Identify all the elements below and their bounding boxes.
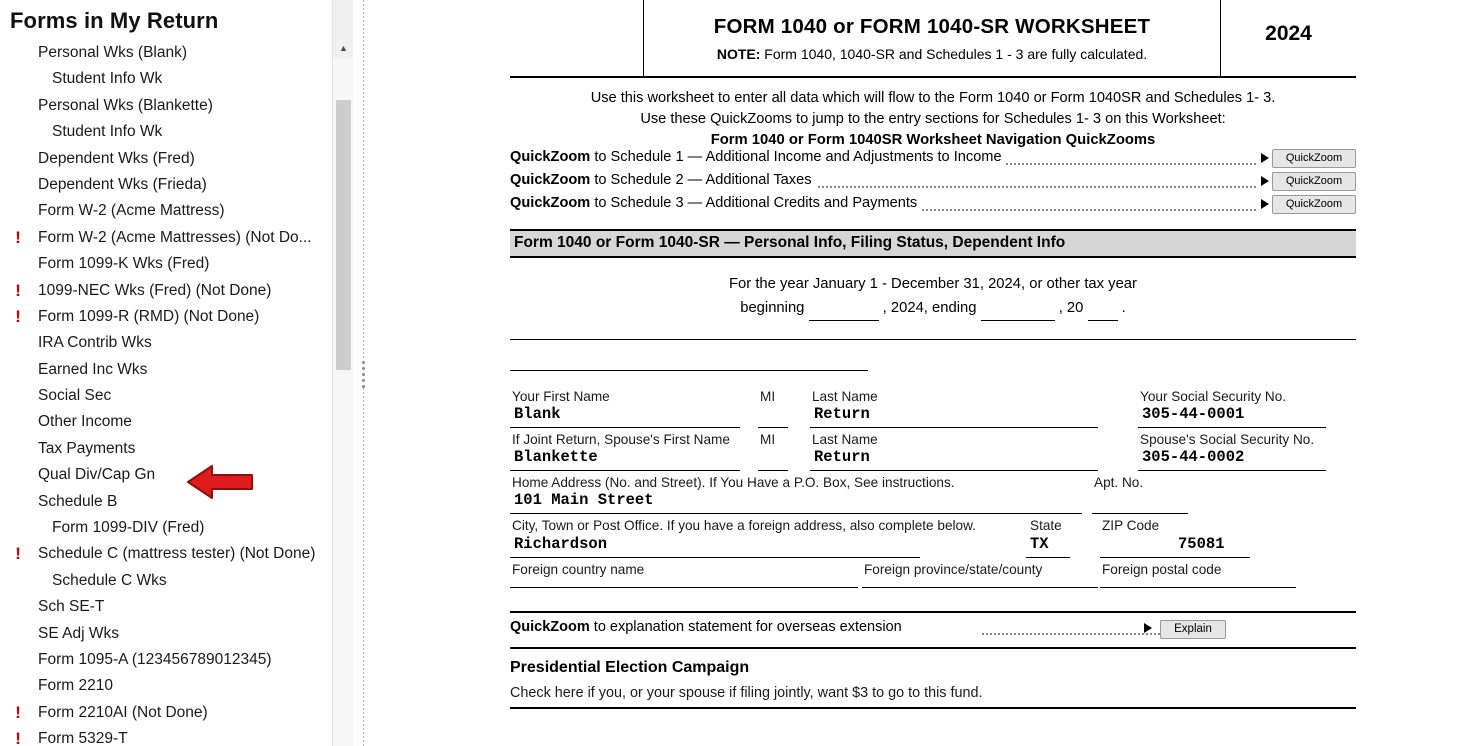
list-item-label: Student Info Wk — [52, 70, 163, 88]
list-item-label: Earned Inc Wks — [38, 360, 148, 378]
scrollbar-track[interactable] — [333, 58, 354, 746]
forms-list[interactable] — [0, 40, 332, 746]
list-item[interactable] — [0, 541, 332, 567]
list-item-label: Form 1099-DIV (Fred) — [52, 519, 205, 537]
tax-year-line — [510, 258, 1356, 321]
taxpayer-info-grid — [510, 389, 1356, 601]
list-item-label: 1099-NEC Wks (Fred) (Not Done) — [38, 281, 272, 299]
zip-underline — [1100, 557, 1250, 558]
mi-label: MI — [760, 389, 776, 404]
list-item[interactable] — [0, 66, 332, 92]
red-left-arrow-icon — [186, 462, 254, 502]
home-address-value[interactable]: 101 Main Street — [514, 491, 654, 509]
beginning-date-input[interactable] — [809, 296, 879, 321]
apt-no-label: Apt. No. — [1094, 475, 1144, 490]
period-label: . — [1121, 300, 1126, 316]
alert-icon: ! — [15, 306, 21, 326]
city-underline — [510, 557, 920, 558]
foreign-province-underline[interactable] — [862, 587, 1098, 588]
list-item-label: Other Income — [38, 413, 132, 431]
list-item[interactable] — [0, 40, 332, 66]
list-item-label: Dependent Wks (Fred) — [38, 149, 195, 167]
list-item[interactable] — [0, 251, 332, 277]
spouse-mi-label: MI — [760, 432, 776, 447]
list-item-label: Form W-2 (Acme Mattresses) (Not Do... — [38, 228, 312, 246]
state-value[interactable]: TX — [1030, 535, 1049, 553]
form-year: 2024 — [1265, 22, 1312, 45]
quickzoom-label — [510, 195, 921, 211]
list-item-label: Form 1099-K Wks (Fred) — [38, 255, 210, 273]
apt-no-underline[interactable] — [1092, 513, 1188, 514]
list-item[interactable] — [0, 594, 332, 620]
list-item[interactable] — [0, 119, 332, 145]
list-item[interactable] — [0, 726, 332, 746]
quickzoom-text: to Schedule 2 — Additional Taxes — [590, 172, 812, 188]
first-name-value[interactable]: Blank — [514, 405, 561, 423]
tax-year-line-1: For the year January 1 - December 31, 2024, or other tax year — [729, 276, 1137, 292]
quickzoom-button[interactable]: QuickZoom — [1272, 195, 1356, 214]
home-address-underline — [510, 513, 1082, 514]
foreign-province-label: Foreign province/state/county — [864, 562, 1043, 577]
first-name-underline — [510, 427, 740, 428]
intro-line-1: Use this worksheet to enter all data which will flow to the Form 1040 or Form 1040SR and Schedules 1- 3. — [590, 90, 1276, 106]
spouse-mi-underline — [758, 470, 788, 471]
quickzoom-rows — [510, 149, 1356, 217]
foreign-country-label: Foreign country name — [512, 562, 645, 577]
list-item-label: Qual Div/Cap Gn — [38, 466, 156, 484]
panel-splitter[interactable] — [353, 0, 498, 746]
list-item-label: Personal Wks (Blankette) — [38, 96, 213, 114]
explain-button[interactable]: Explain — [1160, 620, 1226, 639]
quickzoom-row — [510, 149, 1356, 171]
presidential-election-subtext: Check here if you, or your spouse if filing jointly, want $3 to go to this fund. — [510, 685, 983, 701]
divider-line-top — [510, 339, 1356, 340]
overseas-arrow-icon — [1144, 623, 1152, 633]
beginning-label: beginning — [740, 300, 805, 316]
list-item-label: Sch SE-T — [38, 598, 105, 616]
list-item[interactable] — [0, 304, 332, 330]
list-item[interactable] — [0, 146, 332, 172]
list-item-label: Tax Payments — [38, 439, 136, 457]
form-header — [510, 0, 1356, 78]
forms-in-my-return-panel — [0, 0, 332, 746]
divider-bottom — [510, 707, 1356, 709]
list-item-label: Schedule B — [38, 492, 118, 510]
spouse-ssn-label: Spouse's Social Security No. — [1140, 432, 1315, 447]
spouse-first-name-value[interactable]: Blankette — [514, 448, 598, 466]
list-item[interactable] — [0, 330, 332, 356]
overseas-extension-row — [510, 611, 1356, 635]
list-item[interactable] — [0, 409, 332, 435]
list-item-label: Personal Wks (Blank) — [38, 44, 188, 61]
quickzoom-label — [510, 149, 1006, 165]
ssn-value[interactable]: 305-44-0001 — [1142, 405, 1245, 423]
quickzoom-arrow-icon — [1261, 153, 1269, 163]
list-item[interactable] — [0, 647, 332, 673]
year-20-label: , 20 — [1058, 300, 1084, 316]
list-item[interactable] — [0, 357, 332, 383]
list-item-label: Schedule C Wks — [52, 571, 167, 589]
list-item[interactable] — [0, 568, 332, 594]
quickzoom-text: to Schedule 1 — Additional Income and Adjustments to Income — [590, 149, 1002, 165]
quickzoom-row — [510, 172, 1356, 194]
list-item-label: Form 1095-A (123456789012345) — [38, 650, 272, 668]
list-item[interactable] — [0, 673, 332, 699]
list-item[interactable] — [0, 225, 332, 251]
page-title: Forms in My Return — [10, 8, 219, 33]
quickzoom-text: to Schedule 3 — Additional Credits and Payments — [590, 195, 918, 211]
list-item[interactable] — [0, 172, 332, 198]
ssn-label: Your Social Security No. — [1140, 389, 1287, 404]
splitter-grip[interactable] — [359, 358, 368, 388]
zip-value[interactable]: 75081 — [1178, 535, 1225, 553]
section-header-personal-info: Form 1040 or Form 1040-SR — Personal Info, Filing Status, Dependent Info — [510, 229, 1356, 258]
foreign-postal-label: Foreign postal code — [1102, 562, 1222, 577]
intro-line-2: Use these QuickZooms to jump to the entry sections for Schedules 1- 3 on this Worksheet: — [640, 111, 1226, 127]
quickzoom-row — [510, 195, 1356, 217]
last-name-value[interactable]: Return — [814, 405, 870, 423]
list-item-label: Dependent Wks (Frieda) — [38, 175, 207, 193]
chevron-up-icon[interactable]: ▲ — [333, 38, 354, 58]
alert-icon: ! — [15, 702, 21, 722]
overseas-quickzoom-label — [510, 619, 902, 635]
spouse-first-name-label: If Joint Return, Spouse's First Name — [512, 432, 730, 447]
spouse-ssn-underline — [1138, 470, 1326, 471]
list-item-label: Social Sec — [38, 387, 112, 405]
forms-list-scrollbar[interactable] — [332, 0, 353, 746]
header-title-cell — [644, 0, 1221, 76]
scrollbar-thumb[interactable] — [336, 100, 351, 370]
alert-icon: ! — [15, 227, 21, 247]
navigation-title: Form 1040 or Form 1040SR Worksheet Navigation QuickZooms — [710, 132, 1156, 148]
list-item-label: Form 5329-T — [38, 730, 128, 746]
header-left-cell — [510, 0, 644, 76]
list-item[interactable] — [0, 462, 332, 488]
list-item[interactable] — [0, 621, 332, 647]
city-value[interactable]: Richardson — [514, 535, 608, 553]
quickzoom-bold: QuickZoom — [510, 172, 591, 188]
ending-date-input[interactable] — [981, 296, 1055, 321]
presidential-election-heading: Presidential Election Campaign — [510, 659, 750, 676]
alert-icon: ! — [15, 280, 21, 300]
list-item[interactable] — [0, 489, 332, 515]
list-item[interactable] — [0, 515, 332, 541]
state-underline — [1026, 557, 1070, 558]
quickzoom-arrow-icon — [1261, 199, 1269, 209]
list-item-label: Student Info Wk — [52, 123, 163, 141]
list-item[interactable] — [0, 198, 332, 224]
form-title: FORM 1040 or FORM 1040-SR WORKSHEET — [713, 15, 1151, 38]
city-label: City, Town or Post Office. If you have a foreign address, also complete below. — [512, 518, 976, 533]
form-note-text: Form 1040, 1040-SR and Schedules 1 - 3 are fully calculated. — [760, 46, 1148, 62]
form-note-label: NOTE: — [716, 46, 761, 62]
state-label: State — [1030, 518, 1062, 533]
foreign-country-underline[interactable] — [510, 587, 858, 588]
list-item-label: Schedule C (mattress tester) (Not Done) — [38, 545, 316, 563]
last-name-label: Last Name — [812, 389, 878, 404]
list-item-label: SE Adj Wks — [38, 624, 119, 642]
list-item-label: Form 2210 — [38, 677, 113, 695]
ending-year-input[interactable] — [1088, 296, 1118, 321]
alert-icon: ! — [15, 729, 21, 746]
divider-line-short — [510, 370, 868, 371]
overseas-quickzoom-bold: QuickZoom — [510, 619, 590, 635]
list-item[interactable] — [0, 278, 332, 304]
quickzoom-bold: QuickZoom — [510, 195, 591, 211]
list-item[interactable] — [0, 383, 332, 409]
list-item[interactable] — [0, 93, 332, 119]
form-note — [644, 46, 1220, 62]
list-item-label: Form 2210AI (Not Done) — [38, 703, 208, 721]
spouse-ssn-value[interactable]: 305-44-0002 — [1142, 448, 1245, 466]
overseas-leader-dots — [982, 633, 1160, 635]
zip-label: ZIP Code — [1102, 518, 1160, 533]
quickzoom-arrow-icon — [1261, 176, 1269, 186]
quickzoom-button[interactable]: QuickZoom — [1272, 172, 1356, 191]
form-1040-worksheet — [498, 0, 1484, 746]
alert-icon: ! — [15, 544, 21, 564]
spouse-last-name-label: Last Name — [812, 432, 878, 447]
list-item[interactable] — [0, 700, 332, 726]
ending-label: , 2024, ending — [882, 300, 977, 316]
quickzoom-button[interactable]: QuickZoom — [1272, 149, 1356, 168]
list-item-label: Form W-2 (Acme Mattress) — [38, 202, 225, 220]
home-address-label: Home Address (No. and Street). If You Have a P.O. Box, See instructions. — [512, 475, 955, 490]
foreign-postal-underline[interactable] — [1100, 587, 1296, 588]
intro-text — [510, 78, 1356, 130]
list-item[interactable] — [0, 436, 332, 462]
last-name-underline — [810, 427, 1098, 428]
quickzoom-label — [510, 172, 816, 188]
mi-underline — [758, 427, 788, 428]
first-name-label: Your First Name — [512, 389, 610, 404]
spouse-first-name-underline — [510, 470, 740, 471]
spouse-last-name-value[interactable]: Return — [814, 448, 870, 466]
list-item-label: IRA Contrib Wks — [38, 334, 152, 352]
quickzoom-bold: QuickZoom — [510, 149, 591, 165]
spouse-last-name-underline — [810, 470, 1098, 471]
list-item-label: Form 1099-R (RMD) (Not Done) — [38, 307, 260, 325]
ssn-underline — [1138, 427, 1326, 428]
tax-year-line-2 — [510, 296, 1356, 321]
overseas-quickzoom-text: to explanation statement for overseas extension — [589, 619, 902, 635]
